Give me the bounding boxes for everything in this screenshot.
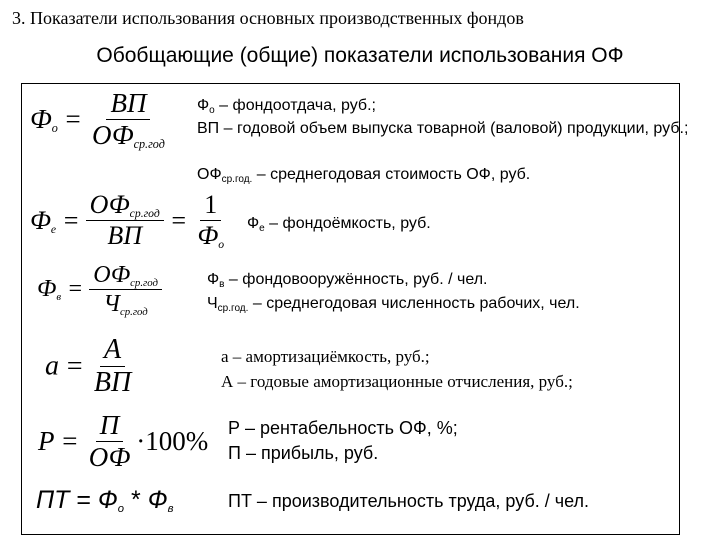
slide-title: Обобщающие (общие) показатели использования ОФ xyxy=(96,44,624,67)
description-vp: ВП – годовой объем выпуска товарной (валовой) продукции, руб.; xyxy=(197,120,689,137)
fraction: $\frac{П}{ОФ}$ xyxy=(88,410,131,472)
formula-fondovooruzhennost: Фв = $\frac{\text{ОФср.год}}{\text{Чср.год}}$ xyxy=(37,263,162,316)
fraction: $\frac{1}{Фо}$ xyxy=(197,190,225,252)
description-pribyl: П – прибыль, руб. xyxy=(228,443,379,463)
description-proizvoditelnost: ПТ – производительность труда, руб. / чел. xyxy=(228,491,590,511)
formula-lhs: Фо xyxy=(30,104,58,136)
fraction: $\frac{А}{ВП}$ xyxy=(93,334,132,398)
description-chislennost: Чср.год. – среднегодовая численность рабочих, чел. xyxy=(207,295,580,314)
fraction: $\frac{\text{ОФср.год}}{ВП}$ xyxy=(86,192,164,249)
formula-lhs: Фе xyxy=(30,205,57,236)
description-fondootdacha: Фо – фондоотдача, руб.; xyxy=(197,97,376,116)
percent-multiplier: ·100% xyxy=(136,426,209,456)
formula-lhs: Фв xyxy=(37,276,61,303)
formula-lhs: a xyxy=(45,350,59,382)
equals-sign: = xyxy=(63,104,83,134)
formula-fondootdacha xyxy=(30,88,169,152)
description-amortizacija: А – годовые амортизационные отчисления, руб.; xyxy=(221,372,573,391)
formula-fondoemkost: Фе = $\frac{\text{ОФср.год}}{ВП}$ = $\frac{1}{Фо}$ xyxy=(30,192,228,249)
description-fondoemkost: Фе – фондоёмкость, руб. xyxy=(247,215,431,234)
description-amortizacioemkost: а – амортизациёмкость, руб.; xyxy=(221,347,430,366)
description-of: ОФср.год. – среднегодовая стоимость ОФ, руб. xyxy=(197,166,531,185)
formula-amortizacioemkost: a = $\frac{А}{ВП}$ xyxy=(45,336,135,397)
description-rentabelnost: Р – рентабельность ОФ, %; xyxy=(228,418,458,438)
description-fondovooruzhennost: Фв – фондовооружённость, руб. / чел. xyxy=(207,271,488,290)
section-title: 3. Показатели использования основных производственных фондов xyxy=(12,8,524,28)
fraction: $\frac{ВП}{\text{ОФср.год}}$ xyxy=(92,88,165,152)
formula-lhs: Р xyxy=(38,426,55,456)
formula-rentabelnost: Р = $\frac{П}{ОФ}$ ·100% xyxy=(38,410,209,472)
formula-proizvoditelnost: ПТ = Фо * Фв xyxy=(36,486,174,515)
fraction: $\frac{\text{ОФср.год}}{\text{Чср.год}}$ xyxy=(89,263,162,316)
